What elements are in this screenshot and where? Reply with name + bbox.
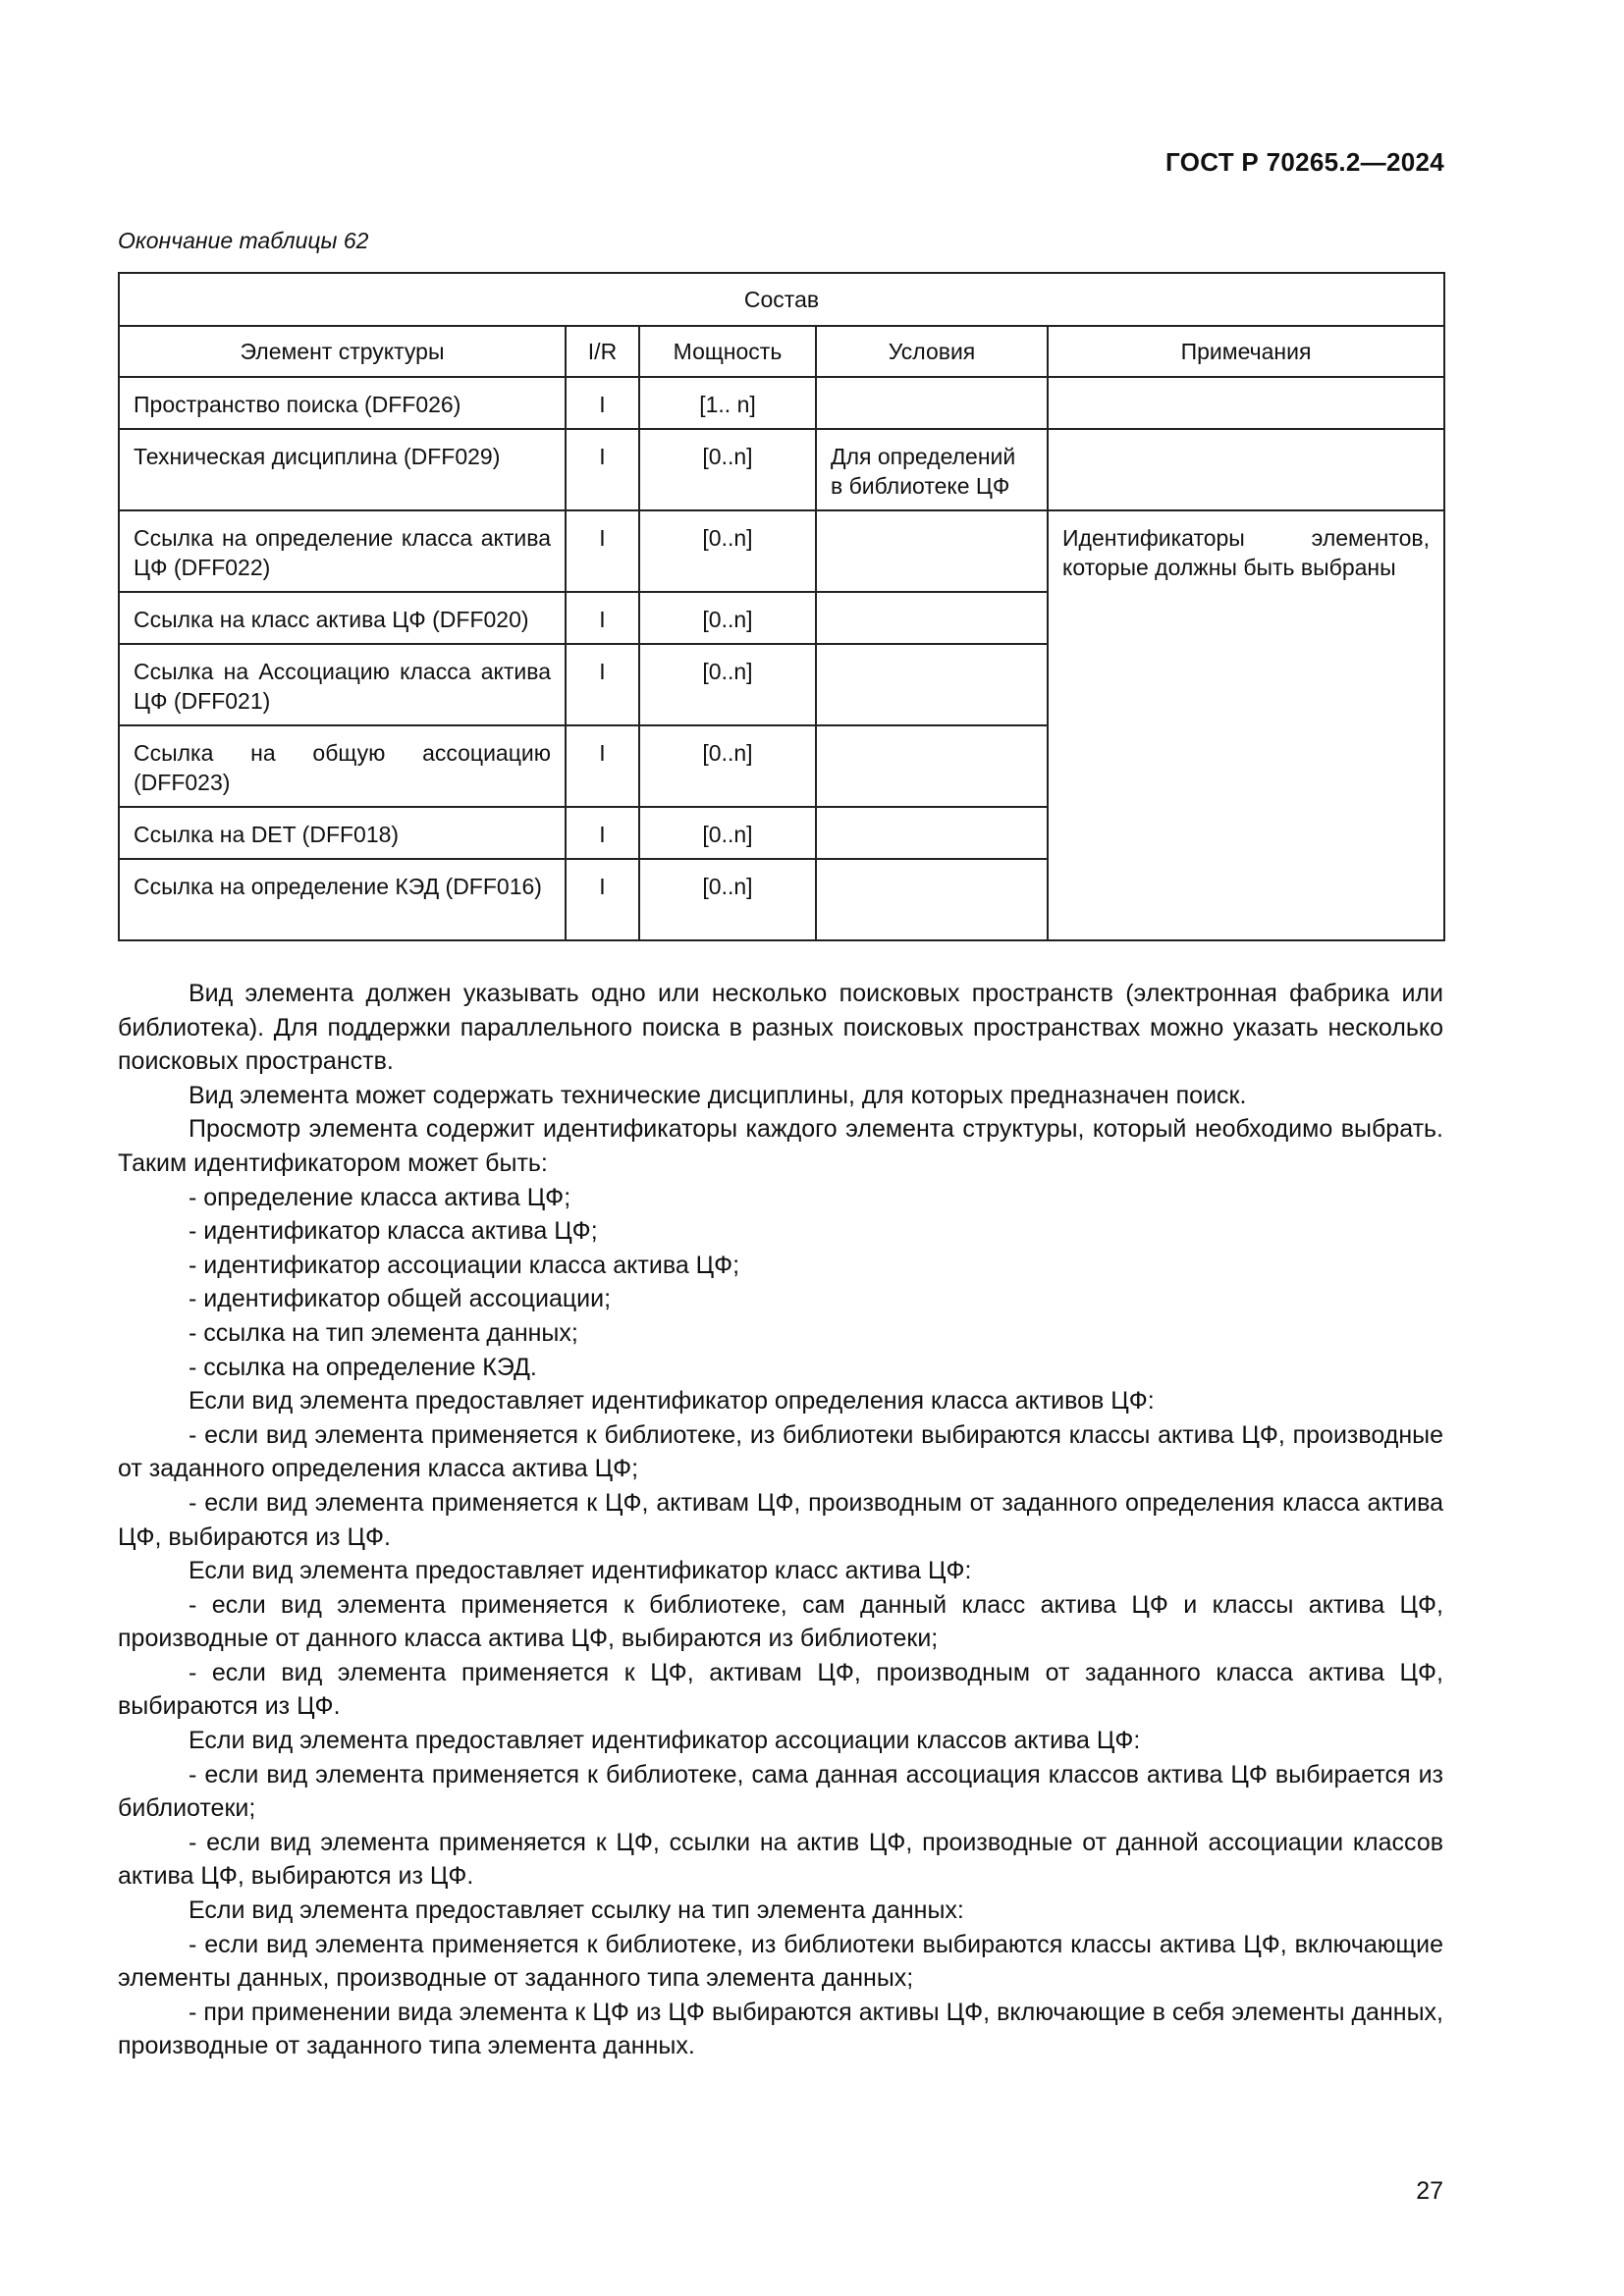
cell-element: Ссылка на определение КЭД (DFF016) bbox=[119, 859, 566, 940]
list-item: - ссылка на тип элемента данных; bbox=[189, 1318, 578, 1347]
cell-power: [0..n] bbox=[639, 644, 816, 725]
cell-element: Ссылка на определение класса актива ЦФ (DFF022) bbox=[119, 510, 566, 592]
cell-condition bbox=[816, 725, 1048, 807]
cell-power: [0..n] bbox=[639, 429, 816, 510]
cell-ir: I bbox=[566, 592, 639, 644]
list-item: - идентификатор класса актива ЦФ; bbox=[189, 1217, 598, 1246]
list-item: - идентификатор ассоциации класса актива ЦФ; bbox=[189, 1251, 740, 1279]
cell-condition bbox=[816, 644, 1048, 725]
cell-element: Ссылка на класс актива ЦФ (DFF020) bbox=[119, 592, 566, 644]
cell-element: Ссылка на общую ассоциацию (DFF023) bbox=[119, 725, 566, 807]
cell-power: [0..n] bbox=[639, 725, 816, 807]
cell-element: Пространство поиска (DFF026) bbox=[119, 377, 566, 429]
cell-condition: Для определений в библиотеке ЦФ bbox=[816, 429, 1048, 510]
cell-element: Техническая дисциплина (DFF029) bbox=[119, 429, 566, 510]
list-item: - определение класса актива ЦФ; bbox=[189, 1183, 571, 1211]
cell-element: Ссылка на Ассоциацию класса актива ЦФ (DFF021) bbox=[119, 644, 566, 725]
cell-note bbox=[1048, 377, 1444, 429]
list-item: - если вид элемента применяется к ЦФ, ссылки на актив ЦФ, производные от данной ассоциации классов актива ЦФ, выбираются из ЦФ. bbox=[118, 1828, 1443, 1891]
list-item: - если вид элемента применяется к библиотеке, из библиотеки выбираются классы актива ЦФ, включающие элементы данных, производные от заданного типа элемента данных; bbox=[118, 1930, 1443, 1993]
cell-element: Ссылка на DET (DFF018) bbox=[119, 807, 566, 859]
cell-ir: I bbox=[566, 859, 639, 940]
cell-ir: I bbox=[566, 644, 639, 725]
cell-condition bbox=[816, 859, 1048, 940]
cell-note-merged: Идентификаторы элементов, которые должны быть выбраны bbox=[1048, 510, 1444, 940]
cell-condition bbox=[816, 592, 1048, 644]
list-item: - если вид элемента применяется к ЦФ, активам ЦФ, производным от заданного класса актива ЦФ, выбираются из ЦФ. bbox=[118, 1658, 1443, 1721]
list-item: - ссылка на определение КЭД. bbox=[189, 1353, 537, 1381]
cell-condition bbox=[816, 510, 1048, 592]
cell-power: [0..n] bbox=[639, 859, 816, 940]
paragraph: Если вид элемента предоставляет ссылку на тип элемента данных: bbox=[189, 1896, 964, 1925]
cell-condition bbox=[816, 807, 1048, 859]
cell-power: [0..n] bbox=[639, 807, 816, 859]
table-row bbox=[119, 377, 1444, 429]
cell-ir: I bbox=[566, 510, 639, 592]
paragraph: Просмотр элемента содержит идентификаторы каждого элемента структуры, который необходимо выбрать. Таким идентификатором может быть: bbox=[118, 1115, 1443, 1177]
paragraph: Вид элемента должен указывать одно или несколько поисковых пространств (электронная фабрика или библиотека). Для поддержки параллельного поиска в разных поисковых пространствах можно указать несколько поисковых пространств. bbox=[118, 980, 1443, 1076]
column-header-ir: I/R bbox=[566, 326, 639, 377]
cell-power: [0..n] bbox=[639, 592, 816, 644]
cell-note bbox=[1048, 429, 1444, 510]
paragraph: Если вид элемента предоставляет идентификатор определения класса активов ЦФ: bbox=[189, 1387, 1155, 1415]
cell-power: [0..n] bbox=[639, 510, 816, 592]
column-header-element: Элемент структуры bbox=[119, 326, 566, 377]
column-header-power: Мощность bbox=[639, 326, 816, 377]
paragraph: Вид элемента может содержать технические дисциплины, для которых предназначен поиск. bbox=[189, 1081, 1247, 1109]
list-item: - идентификатор общей ассоциации; bbox=[189, 1285, 612, 1313]
list-item: - при применении вида элемента к ЦФ из ЦФ выбираются активы ЦФ, включающие в себя элементы данных, производные от заданного типа элемента данных. bbox=[118, 1998, 1443, 2060]
cell-ir: I bbox=[566, 725, 639, 807]
paragraph: Если вид элемента предоставляет идентификатор класс актива ЦФ: bbox=[189, 1557, 972, 1585]
table-group-title: Состав bbox=[119, 273, 1444, 326]
body-text bbox=[118, 977, 1443, 2063]
table-caption: Окончание таблицы 62 bbox=[118, 228, 369, 253]
list-item: - если вид элемента применяется к библиотеке, сама данная ассоциация классов актива ЦФ выбирается из библиотеки; bbox=[118, 1760, 1443, 1823]
column-header-condition: Условия bbox=[816, 326, 1048, 377]
list-item: - если вид элемента применяется к библиотеке, сам данный класс актива ЦФ и классы актива ЦФ, производные от данного класса актива ЦФ, выбираются из библиотеки; bbox=[118, 1590, 1443, 1653]
standard-code: ГОСТ Р 70265.2—2024 bbox=[1165, 147, 1444, 177]
page-number: 27 bbox=[1416, 2177, 1443, 2205]
cell-ir: I bbox=[566, 429, 639, 510]
list-item: - если вид элемента применяется к библиотеке, из библиотеки выбираются классы актива ЦФ, производные от заданного определения класса актива ЦФ; bbox=[118, 1420, 1443, 1483]
cell-condition bbox=[816, 377, 1048, 429]
cell-ir: I bbox=[566, 377, 639, 429]
table-row bbox=[119, 429, 1444, 510]
composition-table bbox=[118, 272, 1445, 941]
list-item: - если вид элемента применяется к ЦФ, активам ЦФ, производным от заданного определения класса актива ЦФ, выбираются из ЦФ. bbox=[118, 1488, 1443, 1551]
cell-ir: I bbox=[566, 807, 639, 859]
column-header-note: Примечания bbox=[1048, 326, 1444, 377]
cell-power: [1.. n] bbox=[639, 377, 816, 429]
table-row bbox=[119, 510, 1444, 592]
paragraph: Если вид элемента предоставляет идентификатор ассоциации классов актива ЦФ: bbox=[189, 1727, 1141, 1755]
